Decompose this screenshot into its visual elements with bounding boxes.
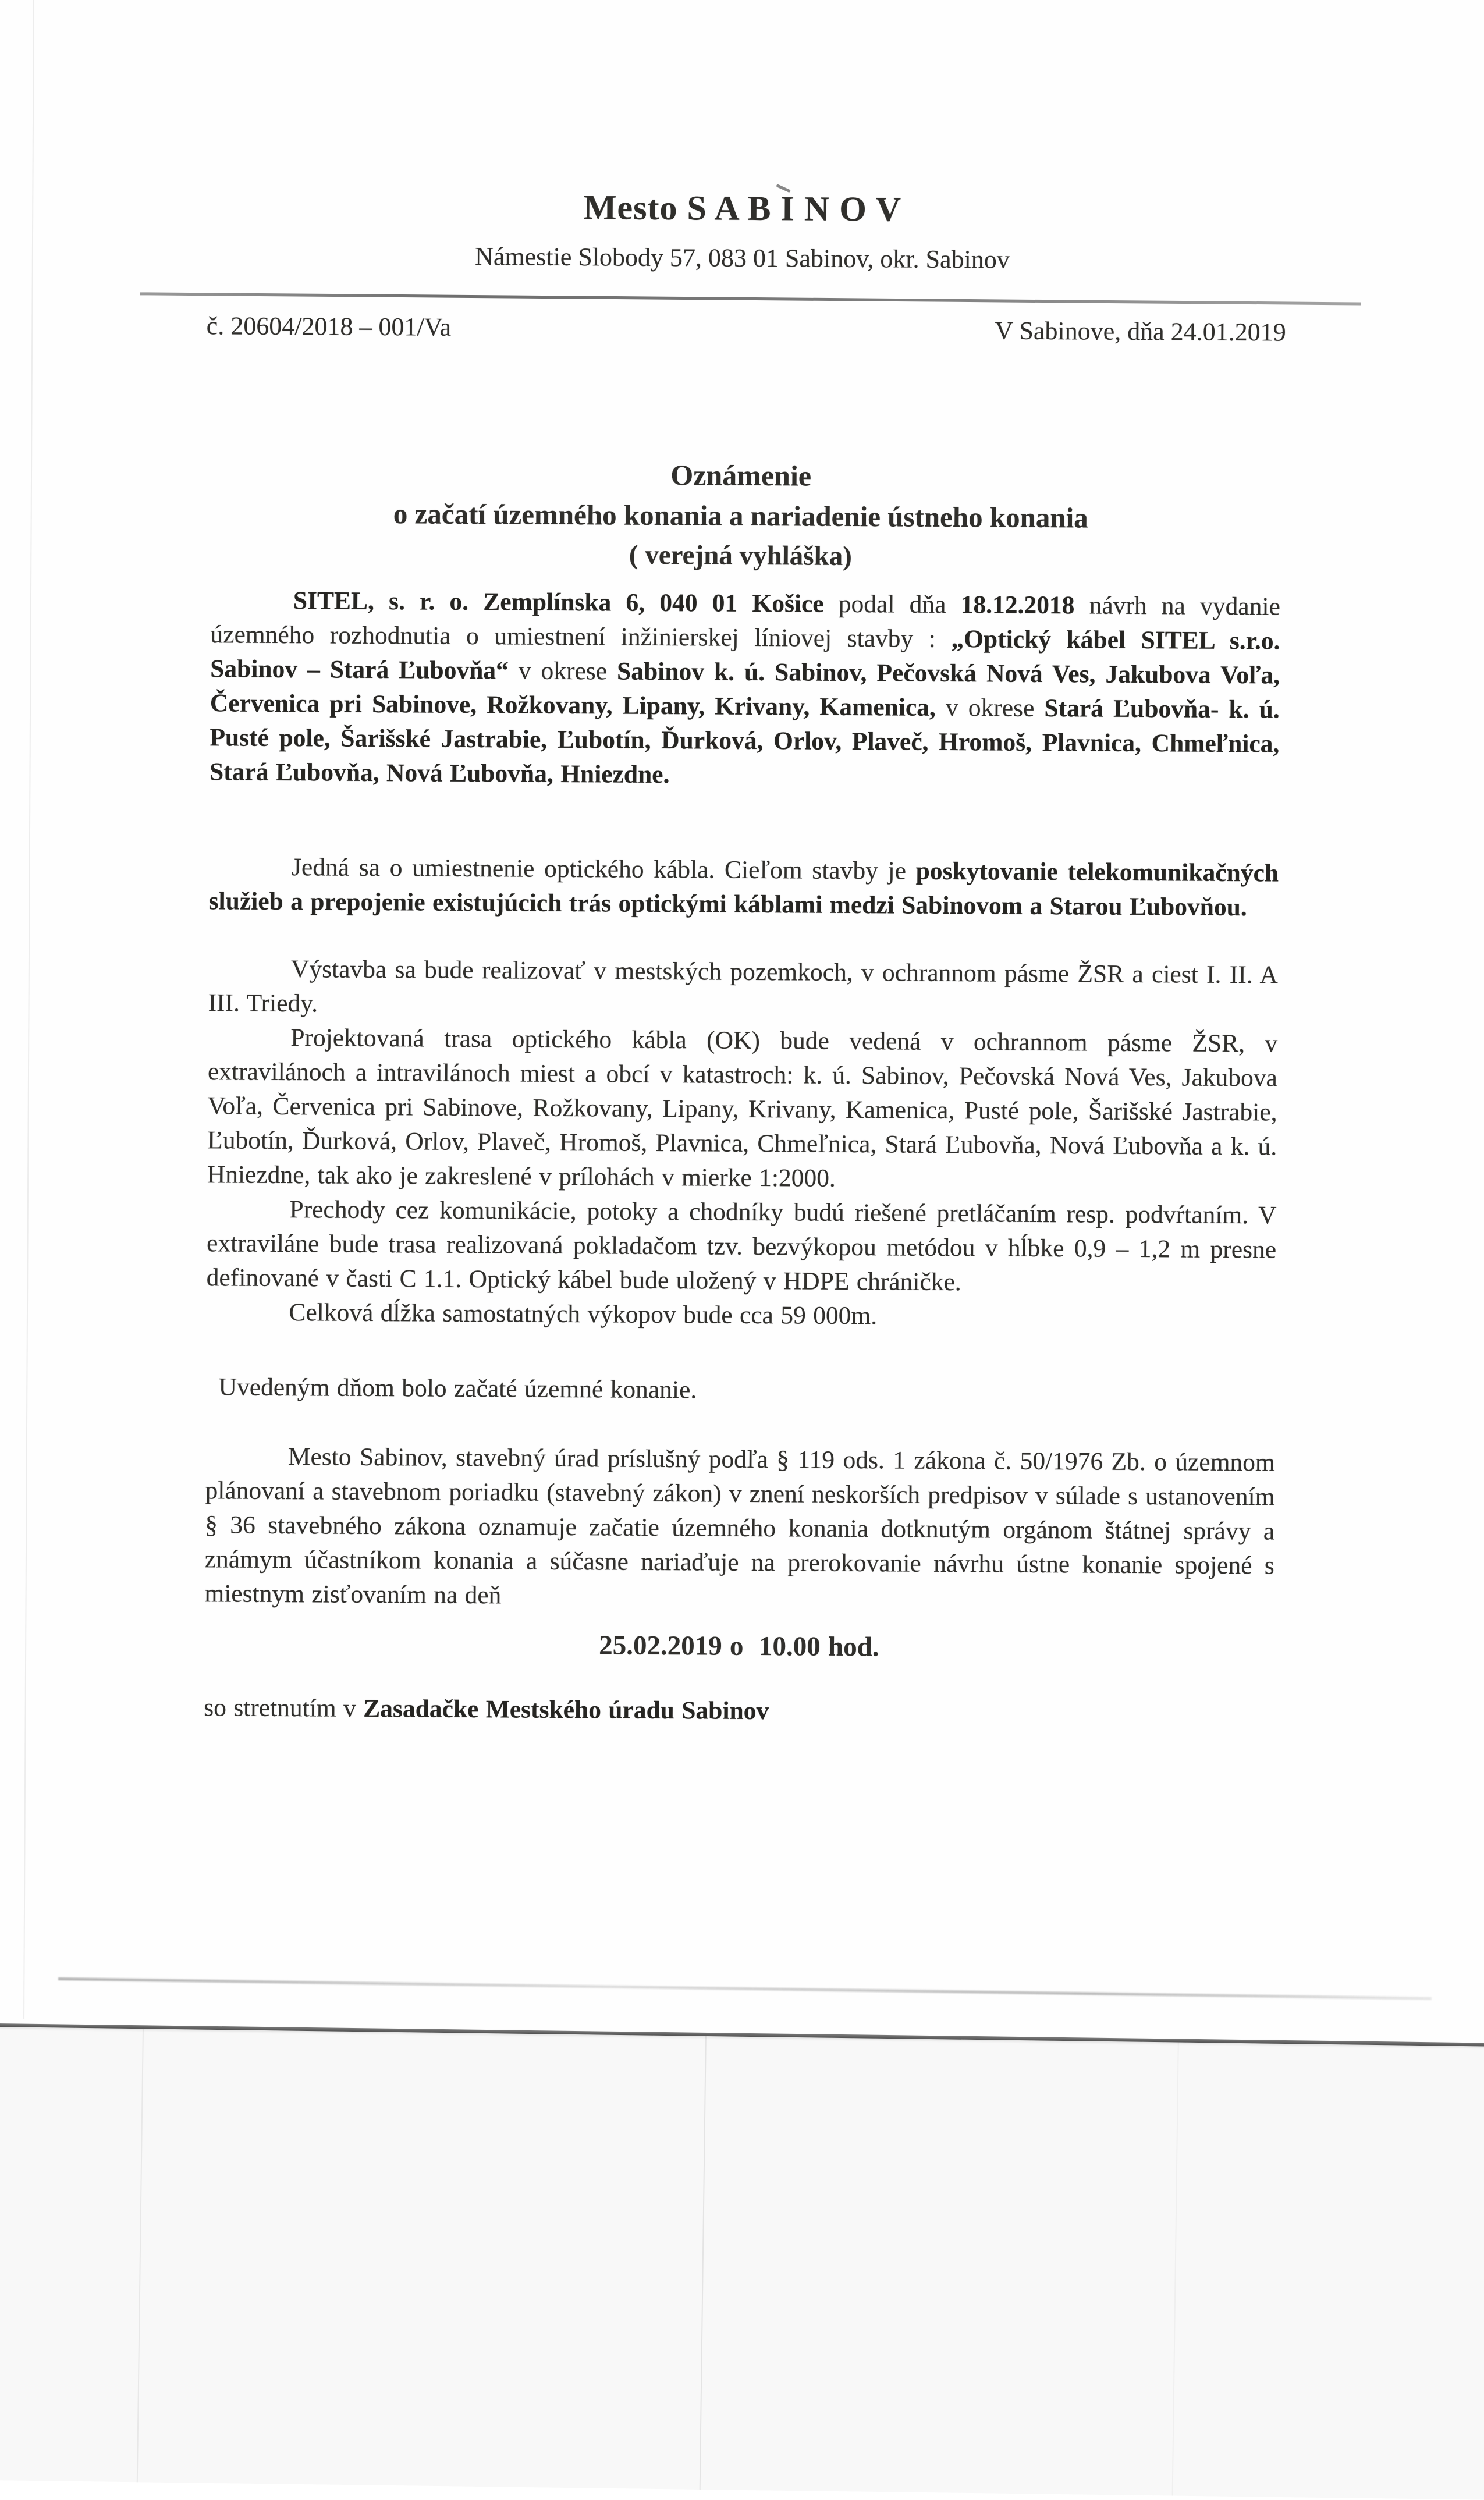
meeting-venue: Zasadačke Mestského úradu Sabinov xyxy=(363,1694,769,1725)
paper-fold-line xyxy=(700,2036,707,2490)
subject-public-notice: ( verejná vyhláška) xyxy=(629,539,853,571)
subject-title: Oznámenie xyxy=(670,459,812,492)
paragraph-applicant xyxy=(210,583,1280,796)
filing-date: 18.12.2018 xyxy=(960,591,1075,620)
paper-fold-line xyxy=(137,2028,144,2482)
cadastral-areas-sabinov: Sabinov k. ú. Sabinov, Pečovská Nová Ves, Jakubova Voľa, Červenica pri Sabinove, Rožkovany, Lipany, Krivany, Kamenica, xyxy=(210,657,1280,722)
run-regular: Jedná sa o umiestnenie optického kábla. Cieľom stavby je xyxy=(291,853,916,885)
page-title: Mesto S A B I N O V xyxy=(583,188,902,229)
purpose-bold: poskytovanie telekomunikačných služieb a prepojenie existujúcich trás optickými káblami medzi Sabinovom a Starou Ľubovňou. xyxy=(208,857,1279,922)
paragraph-legal-basis: Mesto Sabinov, stavebný úrad príslušný podľa § 119 ods. 1 zákona č. 50/1976 Zb. o územnom plánovaní a stavebnom poriadku (stavebný zákon) v znení neskorších predpisov v súlade s ustanovením § 36 stavebného zákona oznamuje začatie územného konania dotknutým orgánom štátnej správy a známym účastníkom konania a súčasne nariaďuje na prerokovanie návrhu ústne konanie spojené s miestnym zisťovaním na deň xyxy=(204,1443,1276,1610)
subject-block xyxy=(0,454,1483,576)
run-regular: v okrese xyxy=(935,693,1045,723)
paragraph-purpose xyxy=(209,850,1279,925)
place-and-date: V Sabinove, dňa 24.01.2019 xyxy=(995,316,1286,347)
run-regular: návrh na vydanie územného rozhodnutia o umiestnení inžinierskej líniovej stavby : xyxy=(210,591,1280,654)
cadastral-areas-stara-lubovna: Stará Ľubovňa- k. ú. Pusté pole, Šarišské Jastrabie, Ľubotín, Ďurková, Orlov, Plaveč, Hromoš, Plavnica, Chmeľnica, Stará Ľubovňa, Nová Ľubovňa, Hniezdne. xyxy=(209,694,1280,789)
body-text xyxy=(204,583,1280,1731)
run-regular: podal dňa xyxy=(823,590,961,619)
meeting-venue-line xyxy=(204,1691,1273,1731)
paragraph-proceeding-started: Uvedeným dňom bolo začaté územné konanie. xyxy=(218,1373,697,1404)
subject-subtitle: o začatí územného konania a nariadenie ústneho konania xyxy=(393,498,1088,534)
paragraph-route: Projektovaná trasa optického kábla (OK) bude vedená v ochrannom pásme ŽSR, v extravilánoch a intravilánoch miest a obcí v katastroch: k. ú. Sabinov, Pečovská Nová Ves, Jakubova Voľa, Červenica pri Sabinove, Rožkovany, Lipany, Krivany, Kamenica, Pusté pole, Šarišské Jastrabie, Ľubotín, Ďurková, Orlov, Plaveč, Hromoš, Plavnica, Chmeľnica, Stará Ľubovňa, Nová Ľubovňa a k. ú. Hniezdne, tak ako je zakreslené v prílohách v mierke 1:2000. xyxy=(207,1024,1278,1192)
paragraph-total-length: Celková dĺžka samostatných výkopov bude cca 59 000m. xyxy=(289,1298,878,1330)
scanner-background xyxy=(0,2026,1484,2500)
header-divider xyxy=(140,292,1361,305)
reference-number: č. 20604/2018 – 001/Va xyxy=(206,311,452,342)
paragraph-crossings: Prechody cez komunikácie, potoky a chodníky budú riešené pretláčaním resp. podvŕtaním. V extraviláne bude trasa realizovaná pokladačom tzv. bezvýkopou metódou v hĺbke 0,9 – 1,2 m presne definované v časti C 1.1. Optický kábel bude uložený v HDPE chráničke. xyxy=(206,1195,1277,1297)
applicant-name: SITEL, s. r. o. Zemplínska 6, 040 01 Košice xyxy=(293,587,824,618)
run-regular: so stretnutím v xyxy=(204,1693,364,1723)
header-address: Námestie Slobody 57, 083 01 Sabinov, okr. Sabinov xyxy=(475,242,1010,274)
reference-row xyxy=(207,311,1286,347)
paper-fold-line xyxy=(1172,2042,1179,2496)
meeting-datetime: 25.02.2019 o 10.00 hod. xyxy=(599,1630,879,1663)
run-regular: v okrese xyxy=(508,656,617,686)
project-name: „Optický kábel SITEL s.r.o. Sabinov – Stará Ľubovňa“ xyxy=(210,625,1280,685)
paragraph-construction: Výstavba sa bude realizovať v mestských pozemkoch, v ochrannom pásme ŽSR a ciest I. II. A III. Triedy. xyxy=(208,955,1279,1018)
